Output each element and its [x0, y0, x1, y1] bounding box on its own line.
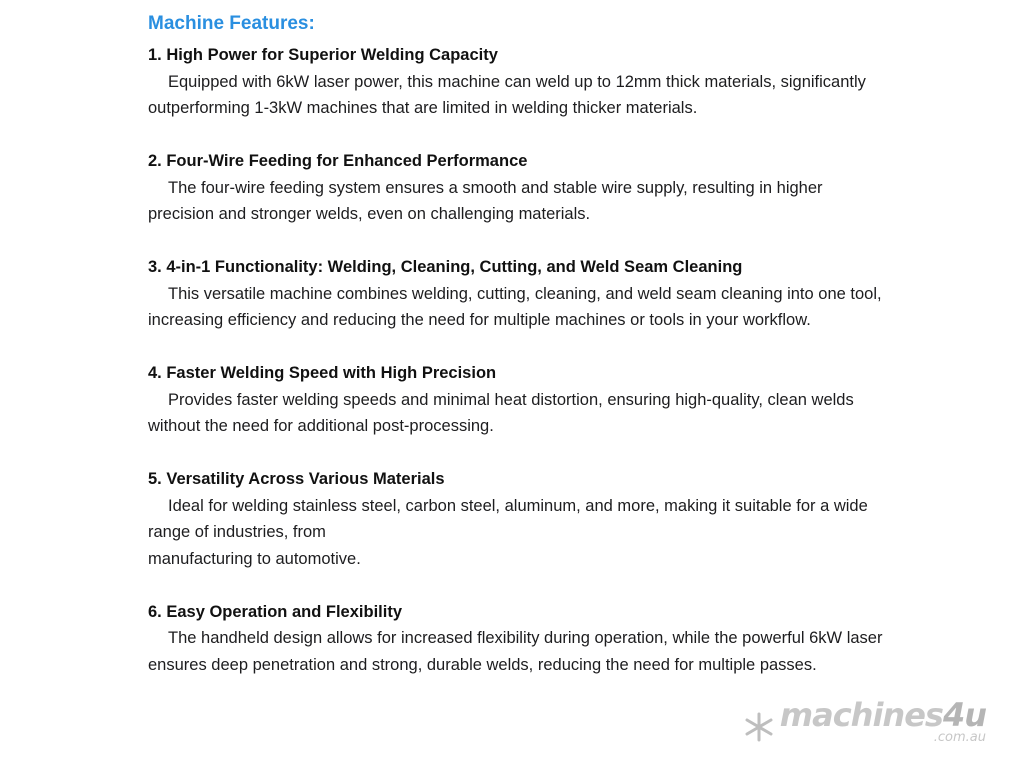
feature-list-container	[148, 10, 888, 705]
feature-item	[148, 148, 888, 228]
feature-title: 1. High Power for Superior Welding Capacity	[148, 46, 498, 64]
machines4u-logo-icon	[744, 712, 774, 742]
feature-description	[148, 625, 888, 678]
watermark-brand: machines4u	[779, 696, 986, 734]
feature-description	[148, 493, 888, 573]
feature-description-text: Ideal for welding stainless steel, carbon steel, aluminum, and more, making it suitable for a wide range of industries, from	[148, 496, 868, 541]
watermark	[744, 696, 986, 745]
feature-description	[148, 175, 888, 228]
feature-title: 5. Versatility Across Various Materials	[148, 470, 445, 488]
feature-description-text: The handheld design allows for increased flexibility during operation, while the powerful 6kW laser ensures deep penetration and strong, durable welds, reducing the need for multiple passes.	[148, 629, 883, 674]
feature-item	[148, 42, 888, 122]
feature-description-text: manufacturing to automotive.	[148, 549, 361, 568]
page-title: Machine Features:	[148, 13, 315, 34]
feature-item	[148, 254, 888, 334]
feature-description	[148, 387, 888, 440]
watermark-domain: .com.au	[933, 730, 986, 745]
feature-item	[148, 466, 888, 572]
feature-title: 4. Faster Welding Speed with High Precision	[148, 364, 497, 382]
feature-description	[148, 69, 888, 122]
watermark-text	[779, 696, 986, 745]
feature-description-text: This versatile machine combines welding, cutting, cleaning, and weld seam cleaning into one tool, increasing efficiency and reducing the need for multiple machines or tools in your workflow.	[148, 284, 882, 329]
feature-description-text: Provides faster welding speeds and minimal heat distortion, ensuring high-quality, clean welds without the need for additional post-processing.	[148, 390, 854, 435]
feature-item	[148, 360, 888, 440]
feature-description-text: Equipped with 6kW laser power, this machine can weld up to 12mm thick materials, significantly outperforming 1-3kW machines that are limited in welding thicker materials.	[148, 72, 866, 117]
feature-item	[148, 599, 888, 679]
feature-description	[148, 281, 888, 334]
feature-title: 6. Easy Operation and Flexibility	[148, 602, 402, 621]
feature-title: 3. 4-in-1 Functionality: Welding, Cleaning, Cutting, and Weld Seam Cleaning	[148, 258, 743, 276]
feature-title: 2. Four-Wire Feeding for Enhanced Performance	[148, 152, 528, 170]
feature-description-text: The four-wire feeding system ensures a smooth and stable wire supply, resulting in higher precision and stronger welds, even on challenging materials.	[148, 178, 823, 223]
